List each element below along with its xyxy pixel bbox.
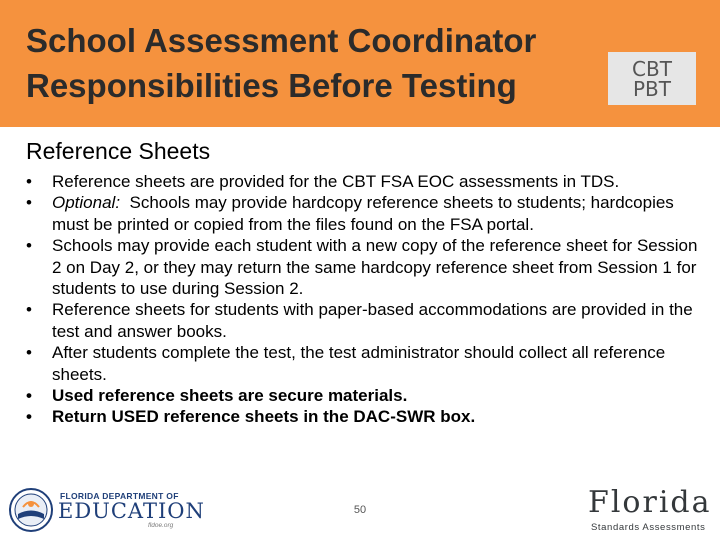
bullet-item	[26, 171, 698, 192]
florida-department-of-education-logo	[8, 487, 205, 532]
bullet-text: Schools may provide each student with a new copy of the reference sheet for Session 2 on Day 2, or they may return the same hardcopy reference sheet from Session 1 for students to use during Session 2.	[52, 236, 698, 299]
bullet-text: Used reference sheets are secure materials.	[52, 386, 408, 406]
bullet-text: Schools may provide hardcopy reference sheets to students; hardcopies must be printed or copied from the files found on the FSA portal.	[52, 193, 679, 234]
badge-cbt-label: CBT	[632, 56, 672, 81]
slide-title-line-2: Responsibilities Before Testing	[26, 67, 517, 104]
slide-header	[0, 0, 720, 127]
bullet-text: Reference sheets for students with paper-based accommodations are provided in the test and answer books.	[52, 300, 693, 341]
reference-sheet-bullet-list	[26, 171, 698, 428]
bullet-item	[26, 342, 698, 385]
section-heading: Reference Sheets	[26, 138, 211, 164]
slide-title	[26, 18, 536, 108]
fsa-logo-tagline: Standards Assessments	[591, 522, 706, 533]
doe-logo-line-2: EDUCATION	[58, 499, 205, 523]
bullet-text: Return USED reference sheets in the DAC-SWR box.	[52, 407, 476, 427]
doe-logo-line-1: FLORIDA DEPARTMENT OF	[60, 491, 179, 501]
bullet-item	[26, 385, 698, 406]
bullet-text: After students complete the test, the test administrator should collect all reference sheets.	[52, 343, 666, 384]
bullet-optional-prefix: Optional:	[52, 193, 121, 213]
florida-seal-icon	[8, 487, 54, 533]
fsa-logo-wordmark: Florida	[588, 485, 712, 520]
bullet-item	[26, 235, 698, 299]
slide-title-line-1: School Assessment Coordinator	[26, 22, 537, 59]
page-number: 50	[353, 504, 367, 516]
bullet-item	[26, 192, 698, 235]
badge-pbt-label: PBT	[633, 76, 671, 101]
florida-standards-assessments-logo	[588, 486, 713, 534]
bullet-item	[26, 406, 698, 427]
bullet-text: Reference sheets are provided for the CBT FSA EOC assessments in TDS.	[52, 172, 620, 191]
cbt-pbt-badge	[608, 52, 696, 105]
bullet-item	[26, 299, 698, 342]
doe-logo-line-3: fldoe.org	[148, 522, 174, 529]
